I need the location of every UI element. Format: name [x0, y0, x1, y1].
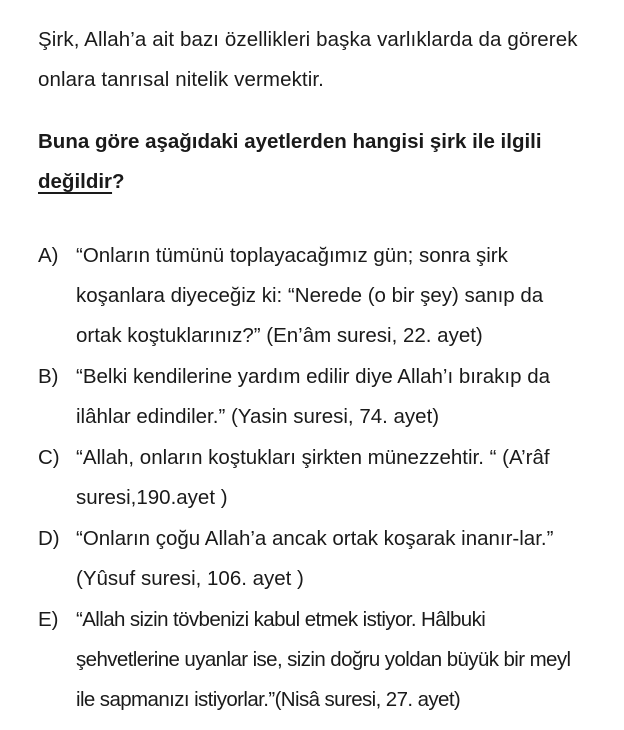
- option-text: “Onların tümünü toplayacağımız gün; sonra şirk koşanlara diyeceğiz ki: “Nerede (o bir şey) sanıp da ortak koştuklarınız?” (En’âm suresi, 22. ayet): [76, 244, 544, 347]
- answer-options: [38, 236, 590, 720]
- option-text: “Allah sizin tövbenizi kabul etmek istiyor. Hâlbuki şehvetlerine uyanlar ise, sizin doğru yoldan büyük bir meyl ile sapmanızı istiyorlar.”(Nisâ suresi, 27. ayet): [76, 608, 571, 711]
- question-card: [38, 20, 590, 720]
- question-suffix: ?: [112, 170, 125, 193]
- option-c[interactable]: [38, 438, 590, 518]
- option-a[interactable]: [38, 236, 590, 356]
- option-text: “Allah, onların koştukları şirkten münezzehtir. “ (A’râf suresi,190.ayet ): [76, 446, 550, 509]
- option-letter: D): [38, 527, 60, 550]
- question-stem: [38, 122, 590, 202]
- question-prefix: Buna göre aşağıdaki ayetlerden hangisi şirk ile ilgili: [38, 130, 542, 153]
- option-text: “Belki kendilerine yardım edilir diye Allah’ı bırakıp da ilâhlar edindiler.” (Yasin suresi, 74. ayet): [76, 365, 551, 428]
- option-d[interactable]: [38, 519, 590, 599]
- option-letter: B): [38, 365, 59, 388]
- option-e[interactable]: [38, 600, 590, 720]
- option-b[interactable]: [38, 357, 590, 437]
- intro-text: Şirk, Allah’a ait bazı özellikleri başka varlıklarda da görerek onlara tanrısal nitelik vermektir.: [38, 28, 578, 91]
- question-negative-word: değildir: [38, 170, 113, 193]
- option-letter: E): [38, 608, 59, 631]
- option-text: “Onların çoğu Allah’a ancak ortak koşarak inanır-lar.” (Yûsuf suresi, 106. ayet ): [76, 527, 554, 590]
- option-letter: C): [38, 446, 60, 469]
- option-letter: A): [38, 244, 59, 267]
